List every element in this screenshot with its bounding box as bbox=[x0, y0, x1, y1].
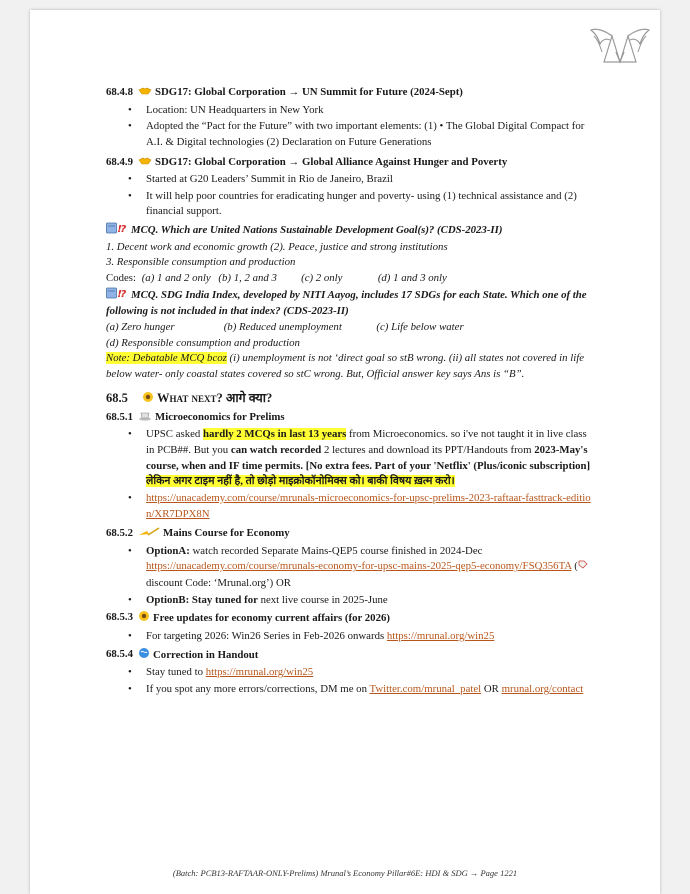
note-highlight: Note: Debatable MCQ bcoz bbox=[106, 352, 227, 365]
bullet-list bbox=[106, 629, 596, 645]
heading-title: What next? आगे क्या? bbox=[157, 390, 273, 405]
heading-title: Mains Course for Economy bbox=[163, 527, 290, 540]
bullet-list bbox=[106, 103, 596, 151]
list-item: • Started at G20 Leaders’ Summit in Rio de Janeiro, Brazil bbox=[106, 172, 596, 188]
coffee-icon bbox=[138, 411, 152, 427]
list-item: • UPSC asked hardly 2 MCQs in last 13 years from Microeconomics. so i've not taught it in live class in PCB##. But you can watch recorded 2 lectures and download its PPT/Handouts from 2023-May's course, when and IF time permits. [No extra fees. Part of your 'Netflix' (Plus/iconic subscription] लेकिन अगर टाइम नहीं है, तो छोड़ो माइक्रोकॉनोमिक्स को। बाकी विषय ख़त्म करो। bbox=[106, 427, 596, 490]
bullet-list bbox=[106, 665, 596, 697]
writing-hand-icon bbox=[138, 527, 160, 543]
heading-number: 68.5.2 bbox=[106, 527, 133, 540]
heading-title: SDG17: Global Corporation → UN Summit for Future (2024-Sept) bbox=[155, 86, 463, 98]
heading-number: 68.5.4 bbox=[106, 647, 133, 660]
mains-course-link[interactable]: https://unacademy.com/course/mrunals-economy-for-upsc-mains-2025-qep5-economy/FSQ356TA bbox=[146, 560, 572, 573]
mcq-question: ⁉ MCQ. Which are United Nations Sustainable Development Goal(s)? (CDS-2023-II) bbox=[106, 222, 596, 240]
heading-68-4-9 bbox=[106, 155, 596, 172]
globe-icon bbox=[138, 647, 150, 665]
svg-text:⁉: ⁉ bbox=[118, 224, 127, 235]
document-page bbox=[30, 10, 660, 894]
mcq-note: Note: Debatable MCQ bcoz (i) unemployment is not ‘direct goal so stB wrong. (ii) all states not covered in life below water- only coastal states covered so stC wrong. But, Official answer key says Ans is “B”. bbox=[106, 352, 584, 380]
codes-label: Codes: bbox=[106, 272, 136, 285]
heading-68-5 bbox=[106, 389, 596, 408]
tag-icon bbox=[578, 560, 588, 576]
list-item: • OptionB: Stay tuned for next live course in 2025-June bbox=[106, 593, 596, 609]
code-option: (d) 1 and 3 only bbox=[377, 272, 447, 285]
heading-title: Correction in Handout bbox=[153, 648, 259, 661]
bullet-list bbox=[106, 427, 596, 522]
svg-text:⁉: ⁉ bbox=[118, 288, 127, 299]
contact-link[interactable]: mrunal.org/contact bbox=[501, 682, 584, 695]
mcq-option: (a) Zero hunger bbox=[106, 320, 175, 333]
twitter-link[interactable]: Twitter.com/mrunal_patel bbox=[369, 682, 482, 695]
heading-number: 68.4.8 bbox=[106, 86, 133, 98]
code-option: (b) 1, 2 and 3 bbox=[218, 272, 277, 285]
mcq-option: (d) Responsible consumption and production bbox=[106, 336, 300, 349]
heading-68-5-3 bbox=[106, 610, 596, 628]
bullet-list bbox=[106, 172, 596, 220]
mcq-options bbox=[106, 320, 596, 336]
list-item: • OptionA: watch recorded Separate Mains-QEP5 course finished in 2024-Dec https://unacademy.com/course/mrunals-economy-for-upsc-mains-2025-qep5-economy/FSQ356TA (discount Code: ‘Mrunal.org’) OR bbox=[106, 544, 596, 592]
content bbox=[106, 83, 596, 699]
mcq-question: ⁉ MCQ. SDG India Index, developed by NITI Aayog, includes 17 SDGs for each State. Which one of the following is not included in that index? (CDS-2023-II) bbox=[106, 288, 587, 318]
mcq-codes bbox=[106, 271, 596, 287]
bullet-list bbox=[106, 544, 596, 609]
calendar-exclamation-icon bbox=[106, 222, 128, 240]
heading-68-5-2 bbox=[106, 526, 596, 543]
heading-number: 68.4.9 bbox=[106, 155, 133, 168]
mcq-line: 1. Decent work and economic growth (2). Peace, justice and strong institutions bbox=[106, 240, 448, 253]
code-option: (a) 1 and 2 only bbox=[141, 272, 211, 285]
code-option: (c) 2 only bbox=[301, 272, 343, 285]
heading-number: 68.5 bbox=[106, 390, 128, 405]
page-footer: (Batch: PCB13-RAFTAAR-ONLY-Prelims) Mrunal’s Economy Pillar#6E: HDI & SDG → Page 1221 bbox=[172, 868, 518, 878]
list-item bbox=[106, 491, 596, 522]
handshake-icon bbox=[138, 156, 152, 172]
handshake-icon bbox=[138, 86, 152, 102]
hindi-highlight: लेकिन अगर टाइम नहीं है, तो छोड़ो माइक्रोकॉनोमिक्स को। बाकी विषय ख़त्म करो। bbox=[146, 475, 455, 488]
list-item: • For targeting 2026: Win26 Series in Feb-2026 onwards https://mrunal.org/win25 bbox=[106, 629, 596, 645]
heading-number: 68.5.1 bbox=[106, 410, 133, 423]
list-item: • If you spot any more errors/corrections, DM me on Twitter.com/mrunal_patel OR mrunal.org/contact bbox=[106, 682, 596, 698]
highlight-text: hardly 2 MCQs in last 13 years bbox=[203, 428, 347, 441]
microeconomics-course-link[interactable]: https://unacademy.com/course/mrunals-microeconomics-for-upsc-prelims-2023-raftaar-fasttrack-edition/XR7DPX8N bbox=[146, 491, 591, 520]
heading-title: Microeconomics for Prelims bbox=[155, 410, 285, 423]
heading-number: 68.5.3 bbox=[106, 611, 133, 624]
heading-title: SDG17: Global Corporation → Global Alliance Against Hunger and Poverty bbox=[155, 155, 508, 168]
win-series-link[interactable]: https://mrunal.org/win25 bbox=[386, 629, 495, 642]
win-series-link[interactable]: https://mrunal.org/win25 bbox=[205, 666, 314, 679]
winged-m-logo-icon bbox=[590, 22, 650, 72]
mcq-line: 3. Responsible consumption and production bbox=[106, 256, 296, 269]
list-item: • It will help poor countries for eradicating hunger and poverty- using (1) technical assistance and (2) financial support. bbox=[106, 189, 596, 220]
list-item: • Adopted the “Pact for the Future” with two important elements: (1) • The Global Digital Compact for A.I. & Digital technologies (2) Declaration on Future Generations bbox=[106, 119, 596, 150]
sunflower-icon bbox=[142, 390, 154, 408]
sunflower-icon bbox=[138, 610, 150, 628]
list-item: • Stay tuned to https://mrunal.org/win25 bbox=[106, 665, 596, 681]
heading-68-5-1 bbox=[106, 410, 596, 427]
heading-68-5-4 bbox=[106, 647, 596, 665]
heading-68-4-8 bbox=[106, 85, 596, 102]
mcq-option: (c) Life below water bbox=[376, 320, 464, 333]
heading-title: Free updates for economy current affairs (for 2026) bbox=[153, 612, 390, 625]
list-item: • Location: UN Headquarters in New York bbox=[106, 103, 596, 119]
calendar-exclamation-icon bbox=[106, 287, 128, 305]
mcq-option: (b) Reduced unemployment bbox=[223, 320, 342, 333]
